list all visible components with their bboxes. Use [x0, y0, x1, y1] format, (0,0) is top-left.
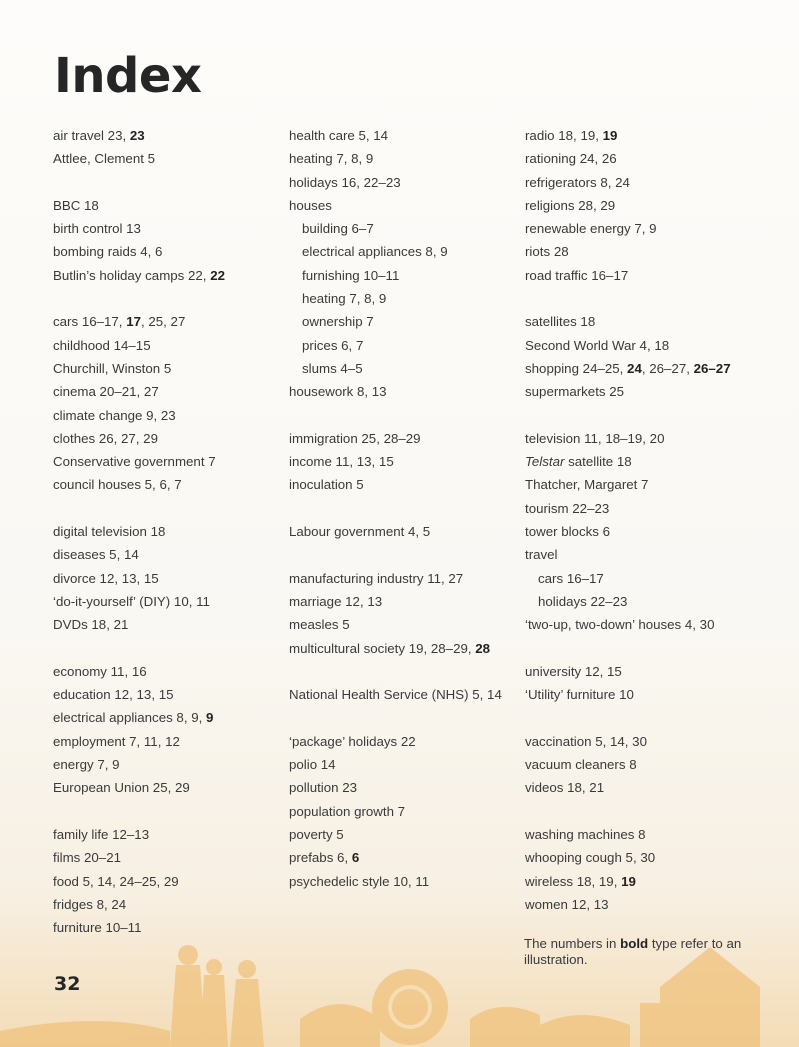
- index-spacer: [525, 287, 775, 310]
- entry-text: European Union 25, 29: [53, 780, 190, 796]
- index-entry: [53, 473, 289, 496]
- index-entry: [525, 357, 775, 380]
- index-entry: [289, 613, 525, 636]
- entry-bold-page: 19: [602, 128, 618, 143]
- index-entry: [289, 194, 525, 217]
- entry-bold-page: 9: [206, 710, 214, 726]
- entry-text: videos 18, 21: [525, 780, 605, 796]
- entry-text: rationing 24, 26: [525, 151, 617, 167]
- index-subentry: [289, 310, 525, 333]
- entry-text: energy 7, 9: [53, 757, 120, 773]
- entry-text: riots 28: [525, 244, 569, 260]
- entry-text: pollution 23: [289, 780, 358, 796]
- index-subentry: [289, 240, 525, 263]
- index-spacer: [525, 637, 775, 660]
- index-entry: [53, 404, 289, 427]
- entry-text: building 6–7: [302, 221, 374, 237]
- entry-text: Thatcher, Margaret 7: [525, 477, 649, 493]
- entry-text: washing machines 8: [525, 826, 646, 842]
- index-entry: [53, 823, 289, 846]
- index-entry: [53, 240, 289, 263]
- index-entry: [525, 194, 775, 217]
- note-prefix: The numbers in: [524, 936, 621, 951]
- entry-text: travel: [525, 547, 558, 563]
- index-spacer: [289, 660, 525, 683]
- index-entry: [53, 147, 289, 170]
- entry-text: digital television 18: [53, 524, 166, 540]
- entry-bold-page: 22: [210, 267, 225, 283]
- entry-text: vaccination 5, 14, 30: [525, 733, 647, 749]
- index-entry: [525, 310, 775, 333]
- index-subentry: [289, 334, 525, 357]
- entry-text: food 5, 14, 24–25, 29: [53, 873, 179, 889]
- index-spacer: [525, 404, 775, 427]
- index-entry: [53, 683, 289, 706]
- entry-text: heating 7, 8, 9: [302, 291, 387, 307]
- entry-text: ‘do-it-yourself’ (DIY) 10, 11: [53, 593, 210, 609]
- entry-text: Butlin’s holiday camps 22,: [53, 267, 211, 283]
- index-entry: [525, 171, 775, 194]
- entry-text: immigration 25, 28–29: [289, 430, 421, 446]
- index-entry: [289, 473, 525, 496]
- entry-text: prefabs 6,: [289, 850, 352, 866]
- index-entry: [289, 800, 525, 823]
- entry-text: whooping cough 5, 30: [525, 850, 656, 866]
- entry-text: radio 18, 19,: [525, 128, 603, 143]
- index-entry: [525, 846, 775, 869]
- entry-text: council houses 5, 6, 7: [53, 477, 182, 493]
- entry-text: ownership 7: [302, 314, 374, 330]
- index-entry: [525, 613, 775, 636]
- index-entry: [53, 590, 289, 613]
- entry-text: polio 14: [289, 757, 336, 773]
- entry-text: childhood 14–15: [53, 337, 151, 353]
- entry-text: furniture 10–11: [53, 920, 142, 936]
- index-subentry: [525, 590, 775, 613]
- entry-bold-page: 23: [129, 128, 145, 143]
- index-entry: [525, 380, 775, 403]
- entry-text: satellite 18: [564, 454, 632, 470]
- index-entry: [53, 520, 289, 543]
- entry-text: refrigerators 8, 24: [525, 174, 630, 190]
- note-bold-word: bold: [620, 936, 649, 951]
- index-entry: [53, 916, 289, 939]
- entry-text: DVDs 18, 21: [53, 617, 129, 633]
- index-subentry: [289, 217, 525, 240]
- entry-bold-page: 26–27: [693, 360, 731, 376]
- entry-text: satellites 18: [525, 314, 596, 330]
- index-entry: [525, 823, 775, 846]
- entry-text: ‘package’ holidays 22: [289, 733, 416, 749]
- entry-italic-text: Telstar: [525, 454, 565, 470]
- index-entry: [525, 264, 775, 287]
- entry-text: measles 5: [289, 617, 350, 633]
- entry-text: family life 12–13: [53, 826, 150, 842]
- entry-text-continued: , 26–27,: [641, 360, 694, 376]
- index-entry: [289, 637, 525, 660]
- entry-text: houses: [289, 197, 332, 213]
- entry-text: fridges 8, 24: [53, 896, 127, 912]
- index-entry: [525, 217, 775, 240]
- entry-text: poverty 5: [289, 826, 344, 842]
- index-entry: [289, 870, 525, 893]
- entry-text: marriage 12, 13: [289, 593, 383, 609]
- entry-text: clothes 26, 27, 29: [53, 430, 158, 446]
- index-entry: [289, 683, 525, 706]
- index-entry: [525, 520, 775, 543]
- entry-text: films 20–21: [53, 850, 121, 866]
- entry-text: cars 16–17: [538, 570, 604, 586]
- entry-text: tower blocks 6: [525, 524, 610, 540]
- entry-text: inoculation 5: [289, 477, 364, 493]
- index-entry: [525, 730, 775, 753]
- index-entry: [289, 520, 525, 543]
- index-subentry: [525, 567, 775, 590]
- entry-text: road traffic 16–17: [525, 267, 629, 283]
- entry-text: psychedelic style 10, 11: [289, 873, 430, 889]
- entry-text: religions 28, 29: [525, 197, 616, 213]
- entry-text: heating 7, 8, 9: [289, 151, 374, 167]
- entry-text: electrical appliances 8, 9: [302, 244, 448, 260]
- index-entry: [53, 613, 289, 636]
- index-entry: [525, 543, 775, 566]
- index-spacer: [289, 497, 525, 520]
- index-entry: [525, 893, 775, 916]
- index-spacer: [289, 543, 525, 566]
- entry-text: National Health Service (NHS) 5, 14: [289, 687, 502, 703]
- entry-text: Attlee, Clement 5: [53, 151, 155, 167]
- index-entry: [289, 753, 525, 776]
- index-entry: [289, 450, 525, 473]
- entry-text: income 11, 13, 15: [289, 454, 394, 470]
- index-entry: [525, 450, 775, 473]
- index-entry: [525, 683, 775, 706]
- entry-bold-page: 28: [475, 640, 491, 656]
- entry-text: holidays 22–23: [538, 593, 628, 609]
- index-entry: [289, 567, 525, 590]
- entry-text: Second World War 4, 18: [525, 337, 670, 353]
- entry-text: employment 7, 11, 12: [53, 733, 180, 749]
- index-entry: [53, 194, 289, 217]
- index-entry: [289, 171, 525, 194]
- entry-text: air travel 23,: [53, 128, 130, 143]
- index-entry: [289, 823, 525, 846]
- index-entry: [525, 753, 775, 776]
- index-entry: [525, 124, 775, 147]
- index-entry: [53, 264, 289, 287]
- entry-text: Churchill, Winston 5: [53, 360, 172, 376]
- index-entry: [525, 240, 775, 263]
- note-suffix: type refer to an illustration.: [524, 936, 742, 967]
- index-entry: [53, 124, 289, 147]
- entry-text: cinema 20–21, 27: [53, 384, 159, 400]
- index-spacer: [289, 706, 525, 729]
- entry-text: multicultural society 19, 28–29,: [289, 640, 476, 656]
- entry-text: Labour government 4, 5: [289, 524, 431, 540]
- entry-text: electrical appliances 8, 9,: [53, 710, 206, 726]
- index-entry: [53, 660, 289, 683]
- entry-text-continued: , 25, 27: [140, 314, 186, 330]
- index-entry: [53, 706, 289, 729]
- entry-bold-page: 6: [351, 850, 360, 866]
- entry-text: renewable energy 7, 9: [525, 221, 657, 237]
- index-entry: [289, 846, 525, 869]
- index-entry: [53, 543, 289, 566]
- entry-text: Conservative government 7: [53, 454, 216, 470]
- entry-text: shopping 24–25,: [525, 360, 628, 376]
- index-entry: [525, 870, 775, 893]
- index-entry: [53, 357, 289, 380]
- entry-bold-page: 24: [627, 360, 642, 376]
- entry-text: population growth 7: [289, 803, 406, 819]
- index-spacer: [289, 404, 525, 427]
- entry-text: television 11, 18–19, 20: [525, 430, 665, 446]
- index-entry: [289, 427, 525, 450]
- entry-text: tourism 22–23: [525, 500, 610, 516]
- page-number: 32: [54, 973, 81, 995]
- index-spacer: [53, 800, 289, 823]
- index-entry: [53, 380, 289, 403]
- index-entry: [525, 473, 775, 496]
- index-entry: [53, 753, 289, 776]
- entry-text: economy 11, 16: [53, 663, 147, 679]
- page-title: Index: [54, 48, 202, 104]
- entry-text: supermarkets 25: [525, 384, 625, 400]
- entry-bold-page: 17: [126, 314, 141, 330]
- entry-text: housework 8, 13: [289, 384, 387, 400]
- entry-text: slums 4–5: [302, 360, 363, 376]
- index-entry: [53, 776, 289, 799]
- index-entry: [289, 147, 525, 170]
- entry-text: furnishing 10–11: [302, 267, 400, 283]
- index-subentry: [289, 357, 525, 380]
- entry-text: divorce 12, 13, 15: [53, 570, 159, 586]
- index-entry: [525, 427, 775, 450]
- entry-text: BBC 18: [53, 197, 99, 213]
- index-spacer: [53, 637, 289, 660]
- entry-text: vacuum cleaners 8: [525, 757, 637, 773]
- index-entry: [289, 590, 525, 613]
- index-entry: [53, 217, 289, 240]
- entry-text: birth control 13: [53, 221, 141, 237]
- index-spacer: [53, 497, 289, 520]
- entry-bold-page: 19: [621, 873, 636, 889]
- entry-text: diseases 5, 14: [53, 547, 139, 563]
- index-spacer: [525, 706, 775, 729]
- index-entry: [53, 450, 289, 473]
- index-entry: [53, 846, 289, 869]
- index-entry: [289, 124, 525, 147]
- index-entry: [53, 310, 289, 333]
- index-subentry: [289, 264, 525, 287]
- entry-text: ‘two-up, two-down’ houses 4, 30: [525, 617, 715, 633]
- index-column-1: [53, 124, 289, 939]
- index-entry: [289, 380, 525, 403]
- entry-text: women 12, 13: [525, 896, 609, 912]
- index-spacer: [53, 171, 289, 194]
- index-column-3: [525, 124, 775, 916]
- index-entry: [525, 147, 775, 170]
- index-entry: [53, 870, 289, 893]
- index-entry: [525, 497, 775, 520]
- entry-text: prices 6, 7: [302, 337, 364, 353]
- index-spacer: [53, 287, 289, 310]
- entry-text: wireless 18, 19,: [525, 873, 622, 889]
- index-entry: [289, 730, 525, 753]
- entry-text: health care 5, 14: [289, 128, 389, 143]
- entry-text: university 12, 15: [525, 663, 622, 679]
- index-entry: [53, 567, 289, 590]
- entry-text: bombing raids 4, 6: [53, 244, 163, 260]
- index-entry: [525, 660, 775, 683]
- entry-text: holidays 16, 22–23: [289, 174, 401, 190]
- index-entry: [53, 893, 289, 916]
- index-entry: [53, 334, 289, 357]
- index-entry: [289, 776, 525, 799]
- entry-text: manufacturing industry 11, 27: [289, 570, 464, 586]
- index-spacer: [525, 800, 775, 823]
- index-column-2: [289, 124, 525, 893]
- entry-text: cars 16–17,: [53, 314, 127, 330]
- index-entry: [53, 427, 289, 450]
- index-subentry: [289, 287, 525, 310]
- entry-text: climate change 9, 23: [53, 407, 176, 423]
- entry-text: ‘Utility’ furniture 10: [525, 687, 634, 703]
- index-entry: [525, 334, 775, 357]
- bold-type-note: [524, 936, 744, 968]
- index-entry: [525, 776, 775, 799]
- index-entry: [53, 730, 289, 753]
- entry-text: education 12, 13, 15: [53, 687, 174, 703]
